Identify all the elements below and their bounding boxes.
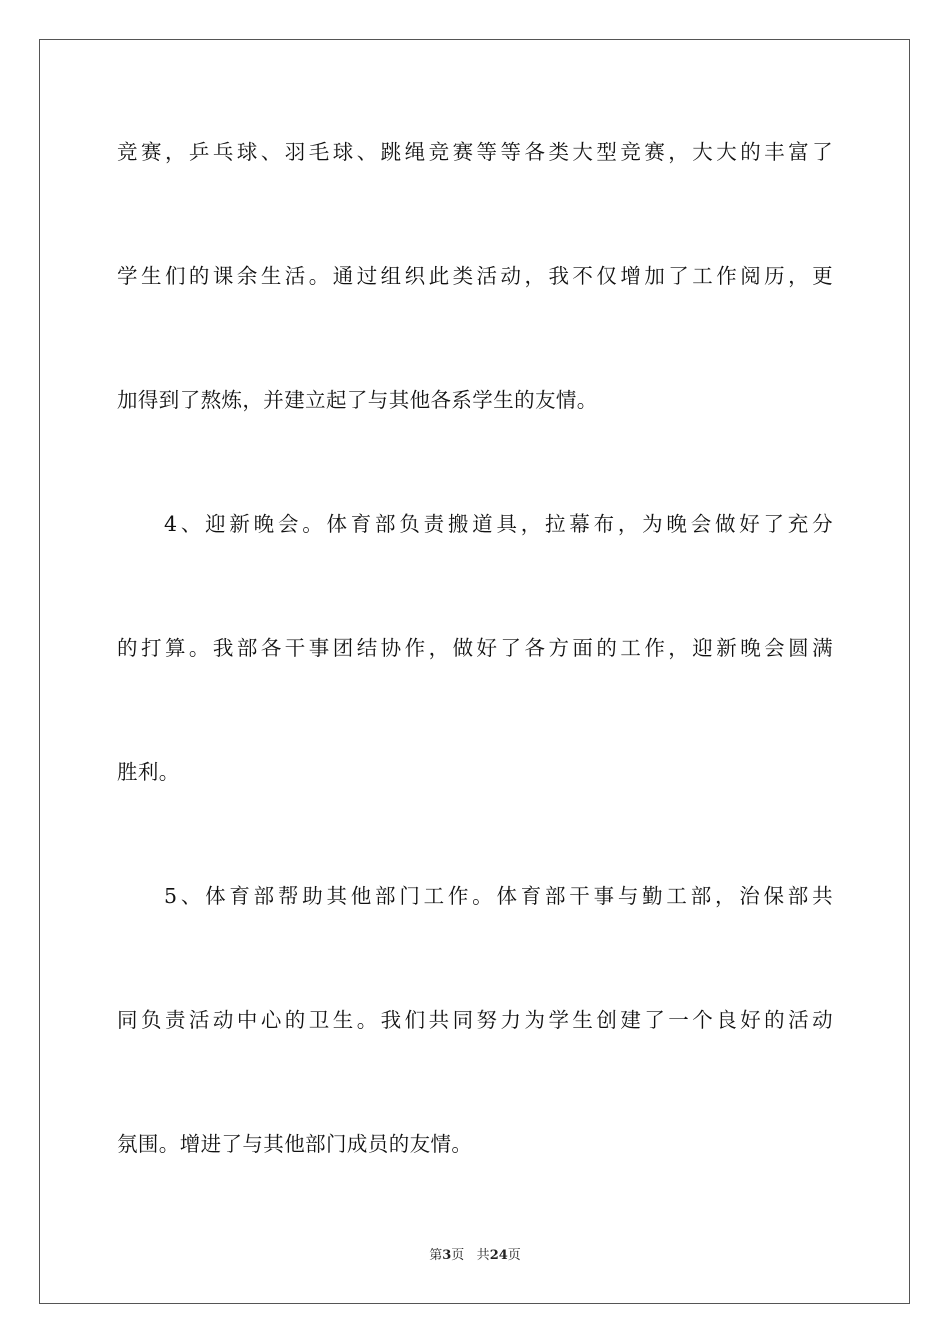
paragraph-line: 5、体育部帮助其他部门工作。体育部干事与勤工部，治保部共 xyxy=(164,884,833,908)
page-prefix: 第 xyxy=(429,1248,443,1263)
total-prefix: 共 xyxy=(476,1248,490,1263)
paragraph-line: 加得到了熬炼，并建立起了与其他各系学生的友情。 xyxy=(117,388,598,412)
paragraph-line: 氛围。增进了与其他部门成员的友情。 xyxy=(117,1132,473,1156)
page-frame xyxy=(39,39,910,1304)
total-suffix: 页 xyxy=(507,1248,521,1263)
paragraph-line: 胜利。 xyxy=(117,760,180,784)
paragraph-line: 学生们的课余生活。通过组织此类活动，我不仅增加了工作阅历，更 xyxy=(117,264,833,288)
paragraph-line: 4、迎新晚会。体育部负责搬道具，拉幕布，为晚会做好了充分 xyxy=(164,512,833,536)
page-number: 3 xyxy=(442,1248,452,1263)
paragraph-line: 的打算。我部各干事团结协作，做好了各方面的工作，迎新晚会圆满 xyxy=(117,636,833,660)
paragraph-line: 竞赛，乒乓球、羽毛球、跳绳竞赛等等各类大型竞赛，大大的丰富了 xyxy=(117,140,833,164)
paragraph-line: 同负责活动中心的卫生。我们共同努力为学生创建了一个良好的活动 xyxy=(117,1008,833,1032)
page-suffix: 页 xyxy=(451,1248,465,1263)
total-pages: 24 xyxy=(489,1248,508,1263)
page-footer xyxy=(0,1248,950,1264)
